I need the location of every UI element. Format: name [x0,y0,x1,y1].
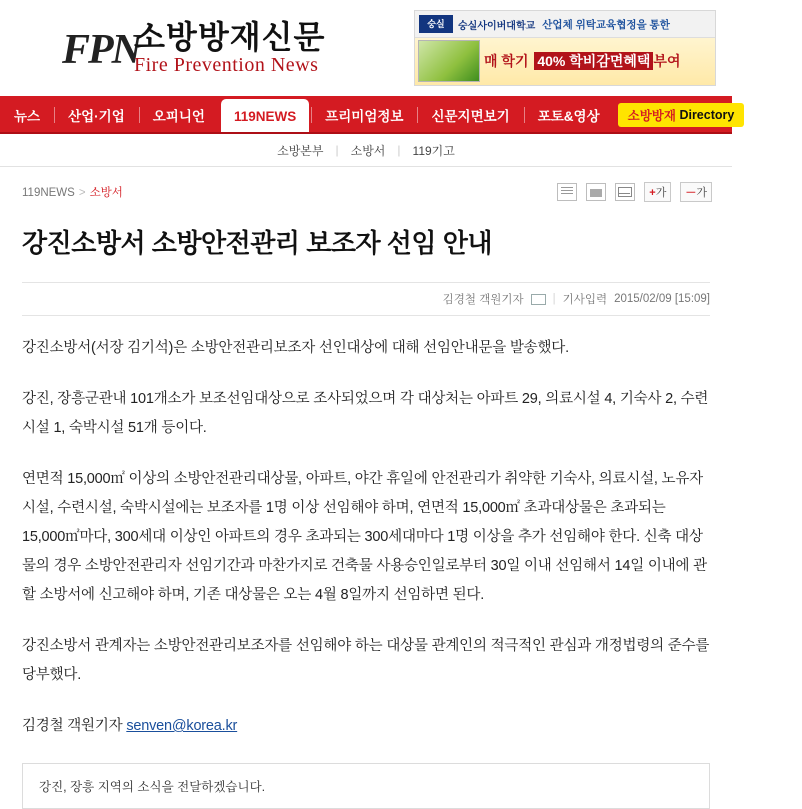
nav-directory-prefix: 소방방재 [627,109,676,123]
article-body [22,334,710,741]
nav-item-directory[interactable] [618,103,745,127]
font-increase-label: 가 [655,187,667,199]
subnav-item-fire-station[interactable]: 소방서 [350,143,386,158]
ad-banner[interactable] [414,10,716,86]
nav-item-culture[interactable]: 문화 [748,96,802,134]
breadcrumb [22,184,123,200]
breadcrumb-root[interactable]: 119NEWS [22,187,75,199]
mail-icon[interactable] [615,183,635,201]
subnav-separator: | [397,143,401,157]
nav-item-119news[interactable]: 119NEWS [221,99,309,134]
article-paragraph: 연면적 15,000㎡ 이상의 소방안전관리대상물, 아파트, 야간 휴일에 안전관리가 취약한 기숙사, 의료시설, 노유자시설, 수련시설, 숙박시설에는 보조자를 1명 이상 선임해야 하며, 연면적 15,000㎡ 초과대상물은 초과되는 15,000㎡마다, 300세대 이상인 아파트의 경우 초과되는 300세대마다 1명 이상을 추가 선임해야 한다. 신축 대상물의 경우 소방안전관리자 선임기간과 마찬가지로 건축물 사용승인일로부터 30일 이내 선임해서 14일 이내에 관할 소방서에 신고해야 하며, 기존 대상물은 오는 4월 8일까지 선임하면 된다. [22,471,707,603]
ad-banner-body [415,38,715,84]
logo-korean-text: 소방방재신문 [134,19,326,55]
main-navigation [0,96,789,134]
site-header [0,0,732,96]
article-date-label: 기사입력 [562,294,608,306]
article-signature [22,712,710,741]
ad-headline-part3: 부여 [653,53,681,69]
reporter-note-text: 강진, 장흥 지역의 소식을 전달하겠습니다. [39,780,266,794]
article-paragraph: 강진, 장흥군관내 101개소가 보조선임대상으로 조사되었으며 각 대상처는 아파트 29, 의료시설 4, 기숙사 2, 수련시설 1, 숙박시설 51개 등이다. [22,391,709,436]
nav-item-news[interactable]: 뉴스 [14,109,41,124]
print-icon[interactable] [586,183,606,201]
article-author: 김경철 객원기자 [442,294,524,306]
ad-university-name: 숭실사이버대학교 [458,20,536,32]
font-decrease-label: 가 [696,187,707,199]
font-decrease-sign: － [685,187,697,199]
breadcrumb-toolbar-row [22,181,712,203]
logo-english-text: Fire Prevention News [134,54,319,76]
subnav-item-119-column[interactable]: 119기고 [412,143,455,158]
ad-thumbnail-image [418,40,480,82]
article-paragraph: 강진소방서(서장 김기석)은 소방안전관리보조자 선인대상에 대해 선임안내문을 발송했다. [22,340,569,356]
scrap-icon[interactable] [557,183,577,201]
byline-divider: | [552,293,556,305]
article-byline [22,283,710,307]
ad-headline-part2: 40% 학비감면혜택 [534,52,653,70]
ad-headline-part1: 매 학기 [484,53,533,69]
ad-banner-top [415,11,715,38]
sub-navigation [0,134,732,167]
nav-item-opinion[interactable]: 오피니언 [139,96,219,134]
font-increase-sign: + [649,187,656,199]
nav-item-paper-view[interactable]: 신문지면보기 [417,96,523,134]
author-mail-icon[interactable] [531,294,546,305]
breadcrumb-separator: > [78,187,86,199]
page-title: 강진소방서 소방안전관리 보조자 선임 안내 [22,228,492,258]
article-paragraph: 강진소방서 관계자는 소방안전관리보조자를 선임해야 하는 대상물 관계인의 적극적인 관심과 개정법령의 준수를 당부했다. [22,638,710,683]
font-increase-button[interactable] [644,182,671,202]
site-logo[interactable] [62,10,332,82]
ad-university-badge: 숭실 [419,15,453,33]
ad-headline [484,51,680,71]
nav-item-industry[interactable]: 산업·기업 [54,96,139,134]
byline-divider-bottom [22,315,710,316]
subnav-item-fire-headquarters[interactable]: 소방본부 [277,143,324,158]
article-toolbar [557,182,712,202]
nav-item-premium[interactable]: 프리미엄정보 [311,96,417,134]
article-signature-name: 김경철 객원기자 [22,718,127,734]
author-email-link[interactable]: senven@korea.kr [126,718,238,734]
reporter-note-box [22,763,710,809]
article-date-value: 2015/02/09 [15:09] [614,293,710,305]
article-container [22,223,710,741]
nav-directory-suffix: Directory [679,108,735,122]
font-decrease-button[interactable] [680,182,712,202]
logo-fpn-text: FPN [62,27,140,73]
breadcrumb-current[interactable]: 소방서 [89,187,123,199]
nav-item-photo-video[interactable]: 포토&영상 [524,96,614,134]
subnav-separator: | [335,143,339,157]
ad-keyword: 산업체 위탁교육협정을 통한 [542,18,670,31]
